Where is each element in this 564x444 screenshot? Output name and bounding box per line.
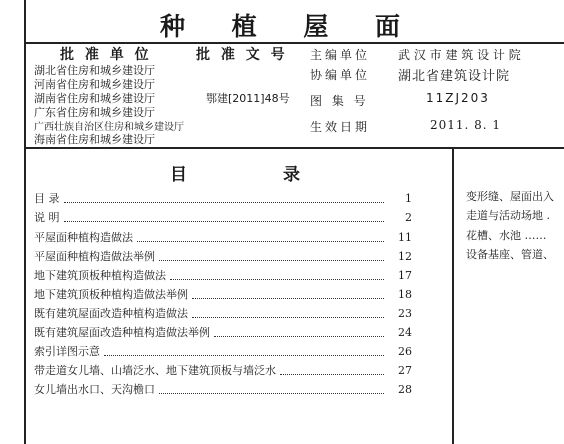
title-char: 植 <box>231 12 257 41</box>
toc-entry-label: 平屋面种植构造做法 <box>34 231 133 244</box>
toc-leader-dots <box>104 352 384 356</box>
toc-entry[interactable] <box>34 190 412 206</box>
chief-editor-value: 武 汉 市 建 筑 设 计 院 <box>398 48 521 62</box>
approval-doc-heading: 批 准 文 号 <box>196 47 288 63</box>
toc-leader-dots <box>170 276 384 280</box>
title-char: 屋 <box>303 12 329 41</box>
toc-entry-page: 24 <box>398 326 412 339</box>
approver-item: 河南省住房和城乡建设厅 <box>34 78 155 91</box>
toc-continued-entry[interactable]: 设备基座、管道、 <box>466 248 554 261</box>
approver-item: 海南省住房和城乡建设厅 <box>34 133 155 146</box>
toc-entry-page: 12 <box>398 250 412 263</box>
approver-item: 湖南省住房和城乡建设厅 <box>34 92 155 105</box>
toc-leader-dots <box>280 371 384 375</box>
toc-leader-dots <box>214 333 384 337</box>
toc-column-divider <box>452 148 454 444</box>
approval-unit-heading: 批 准 单 位 <box>60 47 152 63</box>
toc-leader-dots <box>137 238 384 242</box>
toc-leader-dots <box>64 218 385 222</box>
toc-entry-page: 1 <box>405 192 412 205</box>
toc-entry[interactable] <box>34 286 412 302</box>
toc-title-char: 目 <box>170 164 187 185</box>
atlas-number-label: 图 集 号 <box>310 94 369 108</box>
toc-leader-dots <box>192 295 384 299</box>
toc-entry-label: 索引详图示意 <box>34 345 100 358</box>
title-char: 面 <box>374 12 400 41</box>
toc-entry-label: 既有建筑屋面改造种植构造做法举例 <box>34 326 210 339</box>
title-char: 种 <box>160 12 186 41</box>
toc-entry-label: 带走道女儿墙、山墙泛水、地下建筑顶板与墙泛水 <box>34 364 276 377</box>
approver-item: 广东省住房和城乡建设厅 <box>34 106 155 119</box>
approver-item: 湖北省住房和城乡建设厅 <box>34 64 155 77</box>
toc-entry-label: 地下建筑顶板种植构造做法 <box>34 269 166 282</box>
toc-entry-page: 23 <box>398 307 412 320</box>
page-title <box>160 8 400 42</box>
toc-entry-label: 既有建筑屋面改造种植构造做法 <box>34 307 188 320</box>
effective-date-label: 生效日期 <box>310 120 371 134</box>
approval-doc-number: 鄂建[2011]48号 <box>206 92 290 105</box>
toc-entry[interactable] <box>34 229 412 245</box>
toc-entry-page: 17 <box>398 269 412 282</box>
approver-item: 广西壮族自治区住房和城乡建设厅 <box>34 122 184 133</box>
toc-entry-label: 地下建筑顶板种植构造做法举例 <box>34 288 188 301</box>
toc-leader-dots <box>64 199 385 203</box>
header-bottom-border <box>24 147 564 149</box>
toc-title <box>170 160 300 184</box>
chief-editor-label: 主编单位 <box>310 48 371 62</box>
toc-entry[interactable] <box>34 381 412 397</box>
toc-leader-dots <box>159 390 384 394</box>
effective-date-value: 2011. 8. 1 <box>430 118 502 132</box>
toc-entry-page: 18 <box>398 288 412 301</box>
toc-entry[interactable] <box>34 209 412 225</box>
toc-entry-label: 目 录 <box>34 192 60 205</box>
toc-entry[interactable] <box>34 362 412 378</box>
co-editor-value: 湖北省建筑设计院 <box>398 69 511 84</box>
toc-entry[interactable] <box>34 248 412 264</box>
toc-entry-page: 26 <box>398 345 412 358</box>
toc-entry-label: 说 明 <box>34 211 60 224</box>
toc-leader-dots <box>159 257 384 261</box>
toc-entry[interactable] <box>34 324 412 340</box>
toc-continued-entry[interactable]: 花槽、水池 …… <box>466 229 547 242</box>
toc-entry-label: 平屋面种植构造做法举例 <box>34 250 155 263</box>
co-editor-label: 协编单位 <box>310 68 371 82</box>
toc-title-char: 录 <box>283 164 300 185</box>
toc-entry-label: 女儿墙出水口、天沟檐口 <box>34 383 155 396</box>
atlas-number-value: 11ZJ203 <box>426 91 490 105</box>
toc-entry[interactable] <box>34 305 412 321</box>
toc-entry-page: 11 <box>398 231 412 244</box>
toc-entry-page: 2 <box>405 211 412 224</box>
toc-continued-entry[interactable]: 变形缝、屋面出入 <box>466 190 554 203</box>
toc-entry-page: 27 <box>398 364 412 377</box>
toc-continued-entry[interactable]: 走道与活动场地 . <box>466 209 550 222</box>
toc-entry-page: 28 <box>398 383 412 396</box>
toc-entry[interactable] <box>34 267 412 283</box>
left-border <box>24 0 26 444</box>
toc-entry[interactable] <box>34 343 412 359</box>
toc-leader-dots <box>192 314 384 318</box>
